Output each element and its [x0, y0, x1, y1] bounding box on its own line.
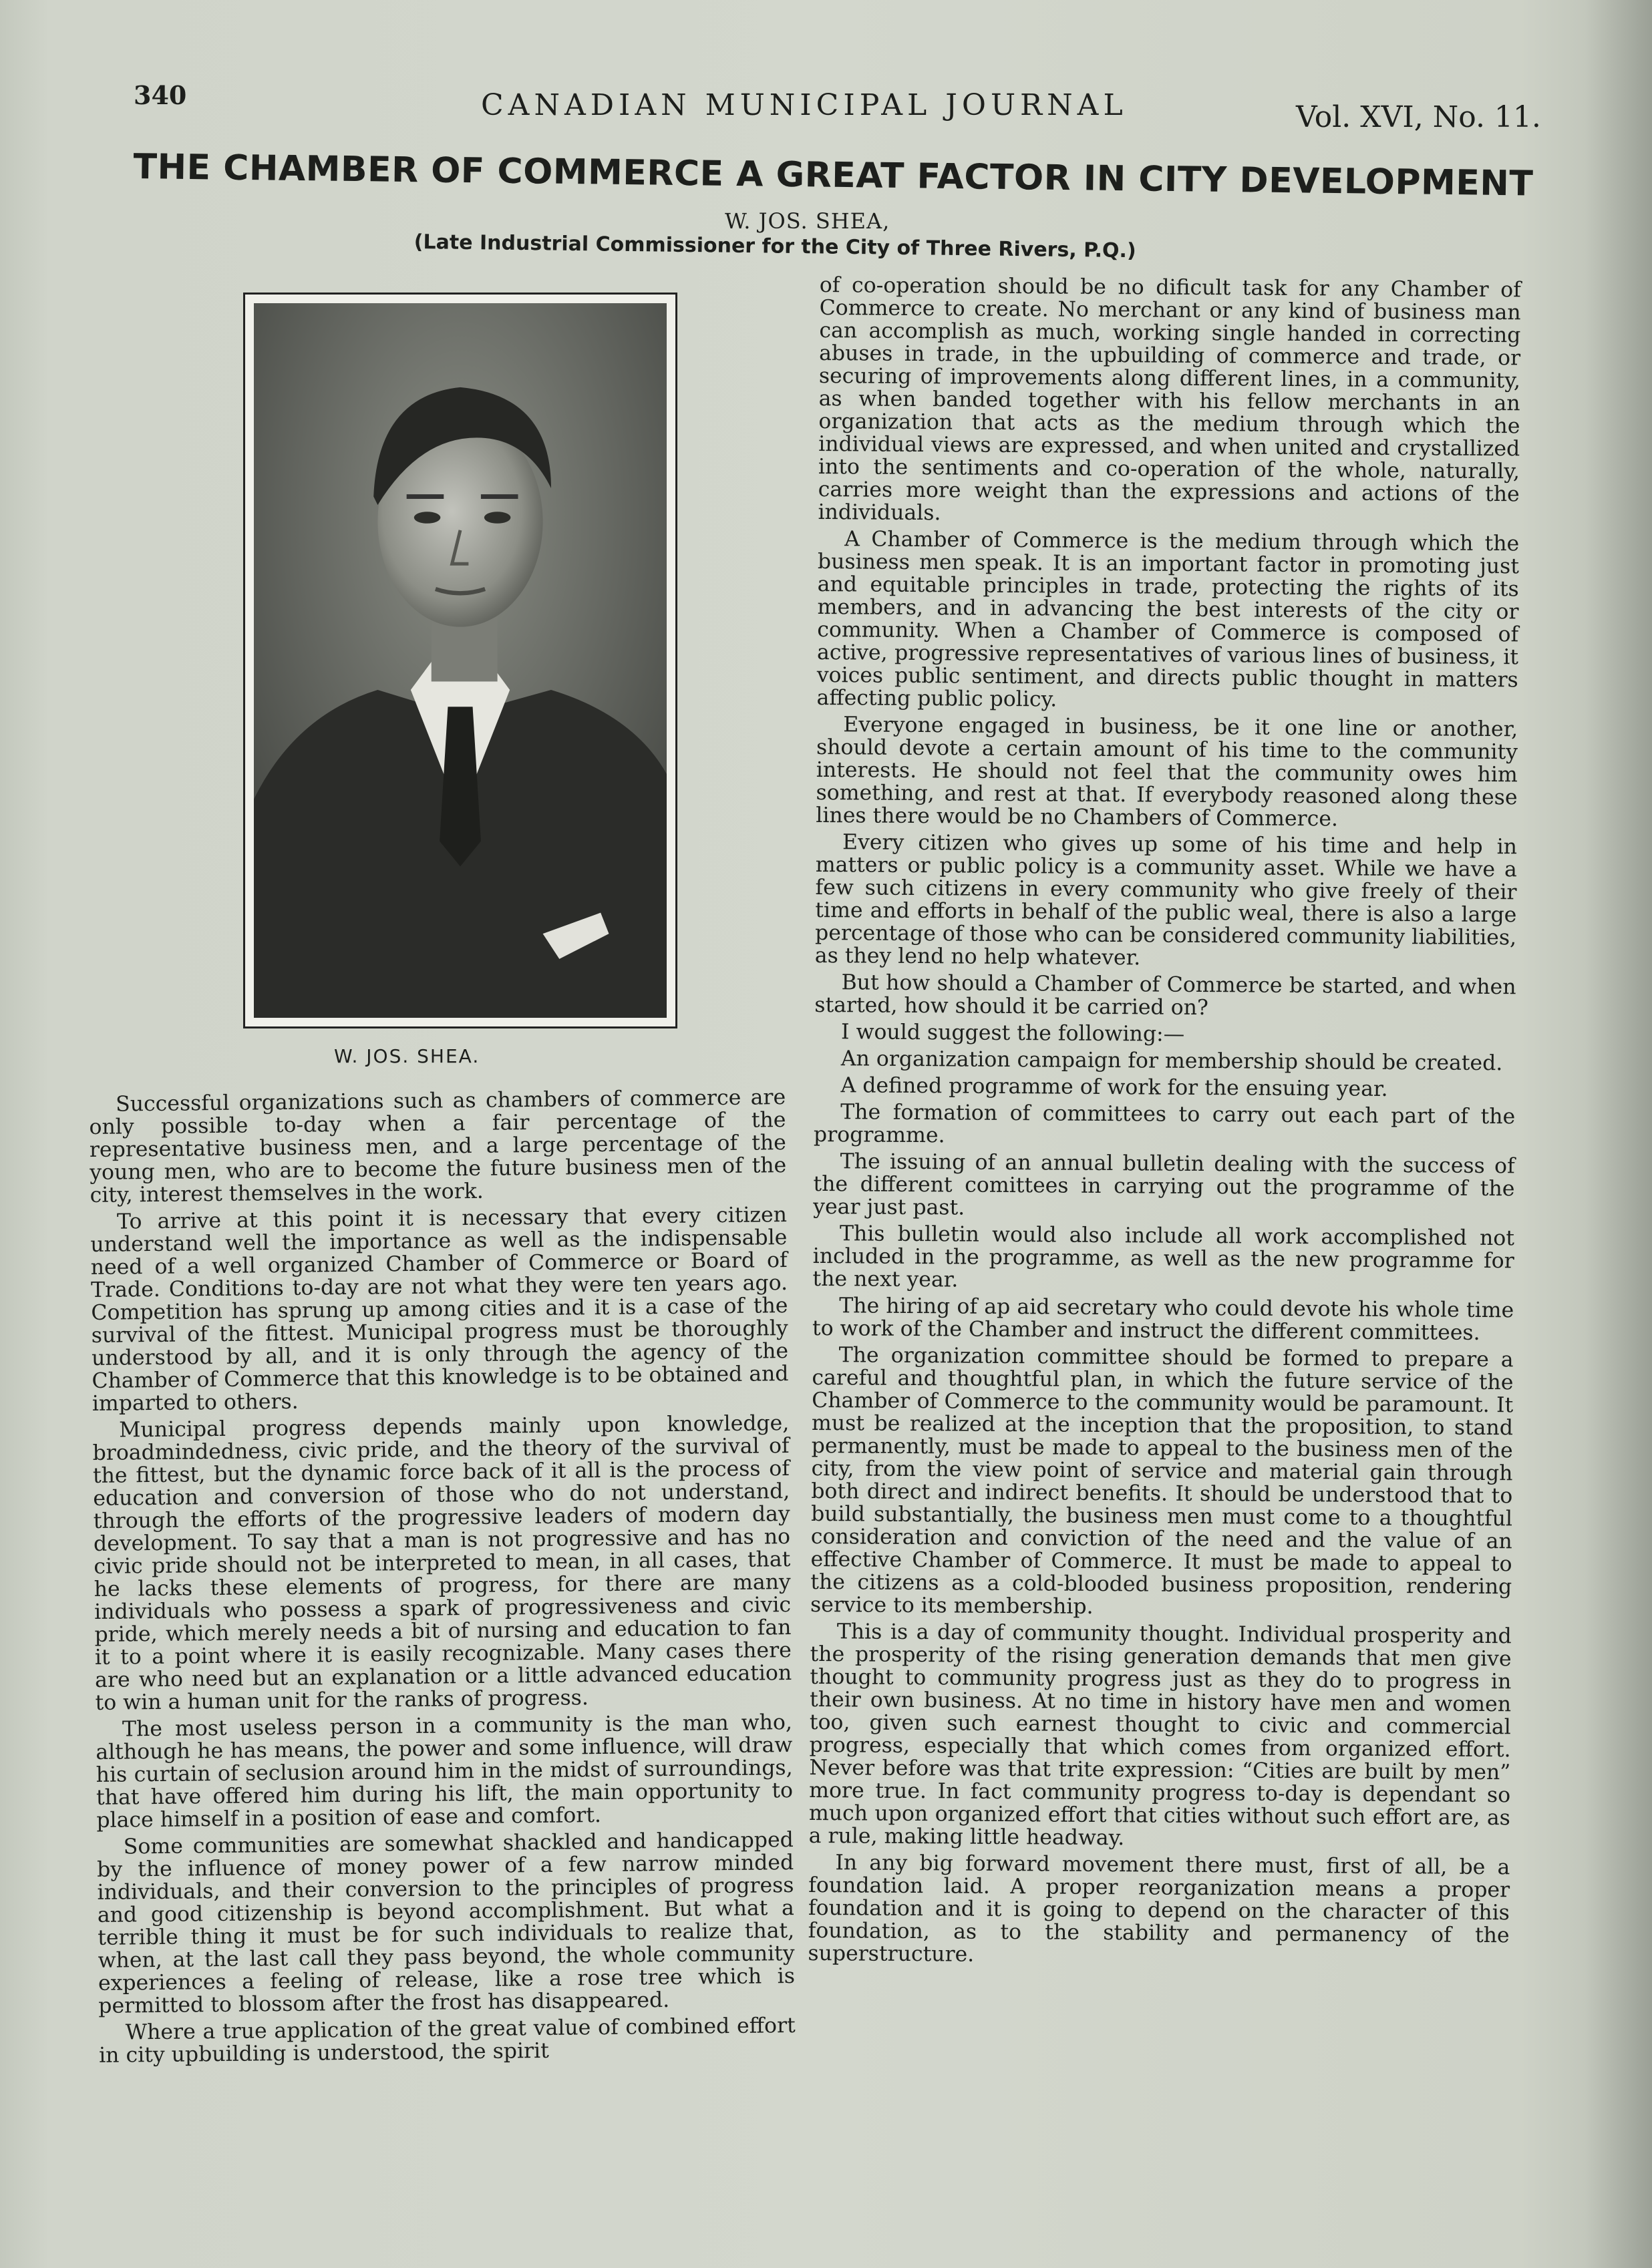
portrait-photo	[254, 303, 667, 1018]
paragraph: of co-operation should be no dificult task for any Chamber of Commerce to create. No merchant or any kind of business man can accomplish as much, working single handed in correcting abuses in trade, in the upbuilding of commerce and trade, or securing of improvements along different lines, in a community, as when banded together with his fellow merchants in an organization that acts as the medium through which the individual views are expressed, and when united and crystallized into the sentiments and co-operation of the whole, naturally, carries more weight than the expressions and actions of the individuals.	[818, 273, 1521, 526]
author-portrait	[243, 293, 677, 1028]
paragraph: The formation of committees to carry out each part of the programme.	[813, 1100, 1516, 1148]
left-column	[89, 1086, 796, 2071]
paragraph: An organization campaign for membership should be created.	[840, 1047, 1503, 1076]
paragraph: Where a true application of the great value of combined effort in city upbuilding is understood, the spirit	[98, 2014, 796, 2068]
paragraph: Some communities are somewhat shackled and handicapped by the influence of money power of a few narrow minded individuals, and their conversion to the principles of progress and good citizenship is beyond accomplishment. But what a terrible thing it must be for such individuals to realize that, when, at the last call they pass beyond, the whole community experiences a feeling of release, like a rose tree which is permitted to blossom after the frost has disappeared.	[96, 1828, 796, 2018]
author-affiliation: (Late Industrial Commissioner for the City of Three Rivers, P.Q.)	[414, 230, 1136, 263]
paragraph: Everyone engaged in business, be it one line or another, should devote a certain amount of his time to the community interests. He should not feel that the community owes him something, and rest at that. If everybody reasoned along these lines there would be no Chambers of Commerce.	[816, 713, 1518, 831]
paragraph: I would suggest the following:—	[840, 1020, 1185, 1047]
paragraph: To arrive at this point it is necessary that every citizen understand well the importance as well as the indispensable need of a well organized Chamber of Commerce or Board of Trade. Conditions to-day are not what they were ten years ago. Competition has sprung up among cities and it is a case of the survival of the fittest. Municipal progress must be thoroughly understood by all, and it is only through the agency of the Chamber of Commerce that this knowledge is to be obtained and imparted to others.	[90, 1203, 789, 1416]
journal-title: CANADIAN MUNICIPAL JOURNAL	[481, 88, 1128, 122]
paragraph: Every citizen who gives up some of his time and help in matters or public policy is a community asset. While we have a few such citizens in every community who give freely of their time and efforts in behalf of the public weal, there is also a large percentage of those who can be considered community liabilities, as they lend no help whatever.	[814, 830, 1518, 970]
paragraph: The most useless person in a community is the man who, although he has means, the power and some influence, will draw his curtain of seclusion around him in the midst of surroundings, that have offered him during his lift, the main opportunity to place himself in a position of ease and comfort.	[96, 1710, 794, 1833]
paragraph: The hiring of ap aid secretary who could devote his whole time to work of the Chamber and instruct the different committees.	[812, 1294, 1514, 1345]
page-gutter-shadow	[1585, 0, 1652, 2268]
paragraph: A Chamber of Commerce is the medium through which the business men speak. It is an important factor in promoting just and equitable principles in trade, protecting the rights of its members, and in advancing the best interests of the city or community. When a Chamber of Commerce is composed of active, progressive representatives of various lines of business, it voices public sentiment, and directs public thought in matters affecting public policy.	[816, 527, 1520, 712]
paragraph: Municipal progress depends mainly upon knowledge, broadmindedness, civic pride, and the theory of the survival of the fittest, but the dynamic force back of it all is the process of education and conversion of those who do not understand, through the efforts of the progressive leaders of modern day development. To say that a man is not progressive and has no civic pride should not be interpreted to mean, in all cases, that he lacks these elements of progress, for there are many individuals who possess a spark of progressiveness and civic pride, which merely needs a bit of nursing and education to fan it to a point where it is easily recognizable. Many cases there are who need but an explanation or a little advanced education to win a human unit for the ranks of progress.	[92, 1411, 792, 1715]
article-title: THE CHAMBER OF COMMERCE A GREAT FACTOR IN CITY DEVELOPMENT	[133, 147, 1534, 204]
photo-caption: W. JOS. SHEA.	[334, 1045, 480, 1067]
article-author: W. JOS. SHEA,	[725, 208, 890, 234]
paragraph: Successful organizations such as chambers of commerce are only possible to-day when a fair percentage of the representative business men, and a large percentage of the young men, who are to become the future business men of the city, interest themselves in the work.	[89, 1085, 787, 1207]
paragraph: The organization committee should be formed to prepare a careful and thoughtful plan, in which the future service of the Chamber of Commerce to the community would be paramount. It must be realized at the inception that the proposition, to stand permanently, must be made to appeal to the business men of the city, from the view point of service and material gain through both direct and indirect benefits. It should be understood that to build substantially, the business men must come to a thoughtful consideration and conviction of the need and the value of an effective Chamber of Commerce. It must be made to appeal to the citizens as a cold-blooded business proposition, rendering service to its membership.	[810, 1343, 1514, 1619]
page-number: 340	[134, 80, 187, 110]
paragraph: This bulletin would also include all work accomplished not included in the programme, as well as the new programme for the next year.	[812, 1221, 1515, 1292]
paragraph: This is a day of community thought. Individual prosperity and the prosperity of the rising generation demands that men give thought to community progress just as they do to progress in their own business. At no time in history have men and women too, given such earnest thought to civic and commercial progress, especially that which comes from organized effort. Never before was that trite expression: “Cities are built by men” more true. In fact community progress to-day is dependant so much upon organized effort that cities without such effort are, as a rule, making little headway.	[808, 1620, 1512, 1851]
volume-issue: Vol. XVI, No. 11.	[1296, 100, 1541, 134]
paragraph: But how should a Chamber of Commerce be started, and when started, how should it be carried on?	[814, 970, 1516, 1020]
paragraph: In any big forward movement there must, first of all, be a foundation laid. A proper reorganization means a proper foundation and it is going to depend on the character of this foundation, as to the stability and permanency of the superstructure.	[808, 1851, 1510, 1967]
paragraph: The issuing of an annual bulletin dealing with the success of the different comittees in carrying out the programme of the year just past.	[813, 1149, 1515, 1220]
paragraph: A defined programme of work for the ensuing year.	[840, 1073, 1388, 1101]
right-column	[808, 274, 1521, 1973]
